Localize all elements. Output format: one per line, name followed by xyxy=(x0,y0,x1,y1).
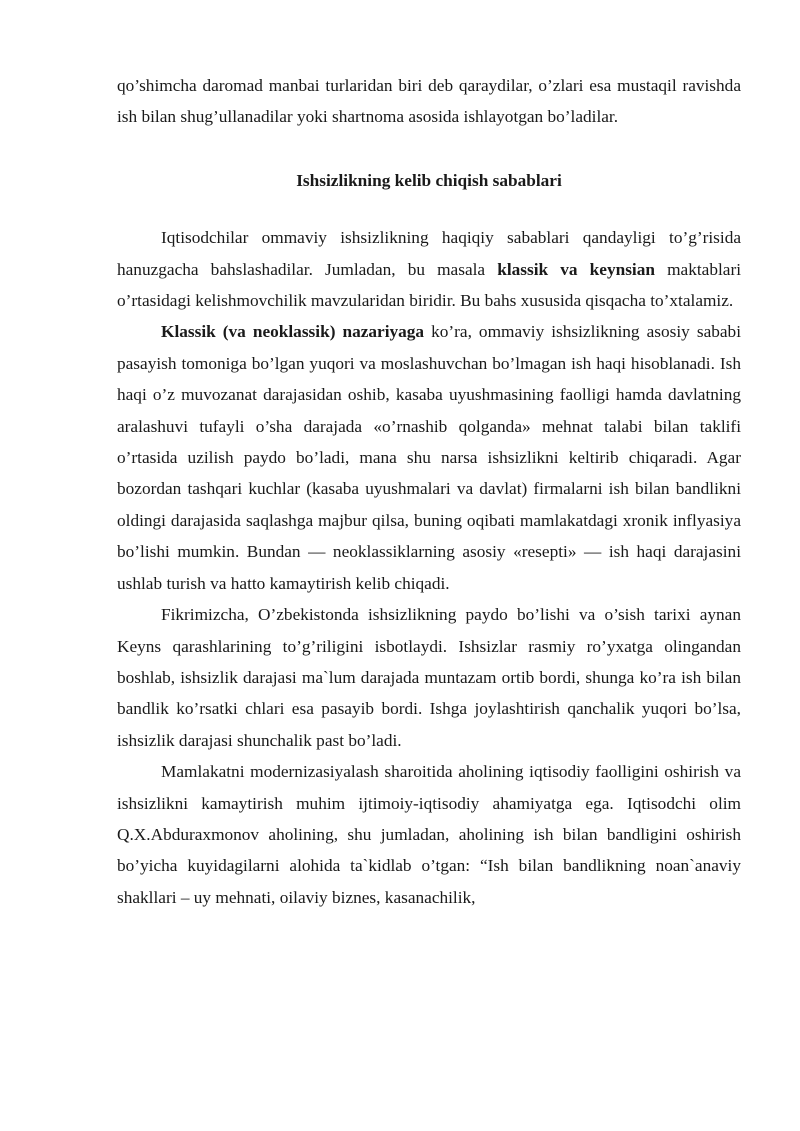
paragraph-uzbekistan: Fikrimizcha, O’zbekistonda ishsizlikning paydo bo’lishi va o’sish tarixi aynan Keyns qarashlarining to’g’riligini isbotlaydi. Ishsizlar rasmiy ro’yxatga olingandan boshlab, ishsizlik darajasi ma`lum darajada muntazam ortib bordi, shunga ko’ra ish bilan bandlik ko’rsatki chlari esa pasayib bordi. Ishga joylashtirish qanchalik yuqori bo’lsa, ishsizlik darajasi shunchalik past bo’ladi. xyxy=(117,605,741,750)
intro-paragraph: qo’shimcha daromad manbai turlaridan biri deb qaraydilar, o’zlari esa mustaqil ravishda ish bilan shug’ullanadilar yoki shartnoma asosida ishlayotgan bo’ladilar. xyxy=(117,76,741,127)
text-run: maktablari o’rtasidagi kelishmovchilik mavzularidan biridir. Bu bahs xususida qisqacha to’xtalamiz. xyxy=(117,259,742,311)
section-heading: Ishsizlikning kelib chiqish sabablari xyxy=(296,170,562,190)
paragraph-classical-theory xyxy=(117,316,741,599)
text-run: Iqtisodchilar ommaviy ishsizlikning haqiqiy sabablari qandayligi to’g’risida hanuzgacha bahslashadilar. Jumladan, bu masala xyxy=(117,228,741,279)
paragraph-schools xyxy=(117,222,741,316)
text-run: ko’ra, ommaviy ishsizlikning asosiy sababi pasayish tomoniga bo’lgan yuqori va moslashuvchan bo’lmagan ish haqi hisoblanadi. Ish haqi o’z muvozanat darajasidan oshib, kasaba uyushmasining faolligi hamda davlatning aralashuvi tufayli o’sha darajada «o’rnashib qolganda» mehnat talabi bilan taklifi o’rtasida uzilish paydo bo’ladi, mana shu narsa ishsizlikni keltirib chiqaradi. Agar bozordan tashqari kuchlar (kasaba uyushmalari va davlat) firmalarni ish bilan bandlikni oldingi darajasida saqlashga majbur qilsa, buning oqibati mamlakatdagi xronik inflyasiya bo’lishi mumkin. Bundan — neoklassiklarning asosiy «resepti» — ish haqi darajasini ushlab turish va hatto kamaytirish kelib chiqadi. xyxy=(117,322,741,593)
paragraph-modernization: Mamlakatni modernizasiyalash sharoitida aholining iqtisodiy faolligini oshirish va ishsizlikni kamaytirish muhim ijtimoiy-iqtisodiy ahamiyatga ega. Iqtisodchi olim Q.X.Abduraxmonov aholining, shu jumladan, aholining ish bilan bandligini oshirish bo’yicha kuyidagilarni alohida ta`kidlab o’tgan: “Ish bilan bandlikning noan`anaviy shakllari – uy mehnati, oilaviy biznes, kasanachilik, xyxy=(117,762,741,907)
spacer xyxy=(117,196,741,222)
bold-term: Klassik (va neoklassik) nazariyaga xyxy=(161,322,425,342)
bold-term: klassik va keynsian xyxy=(497,259,655,279)
spacer xyxy=(117,133,741,165)
document-page xyxy=(117,70,741,913)
